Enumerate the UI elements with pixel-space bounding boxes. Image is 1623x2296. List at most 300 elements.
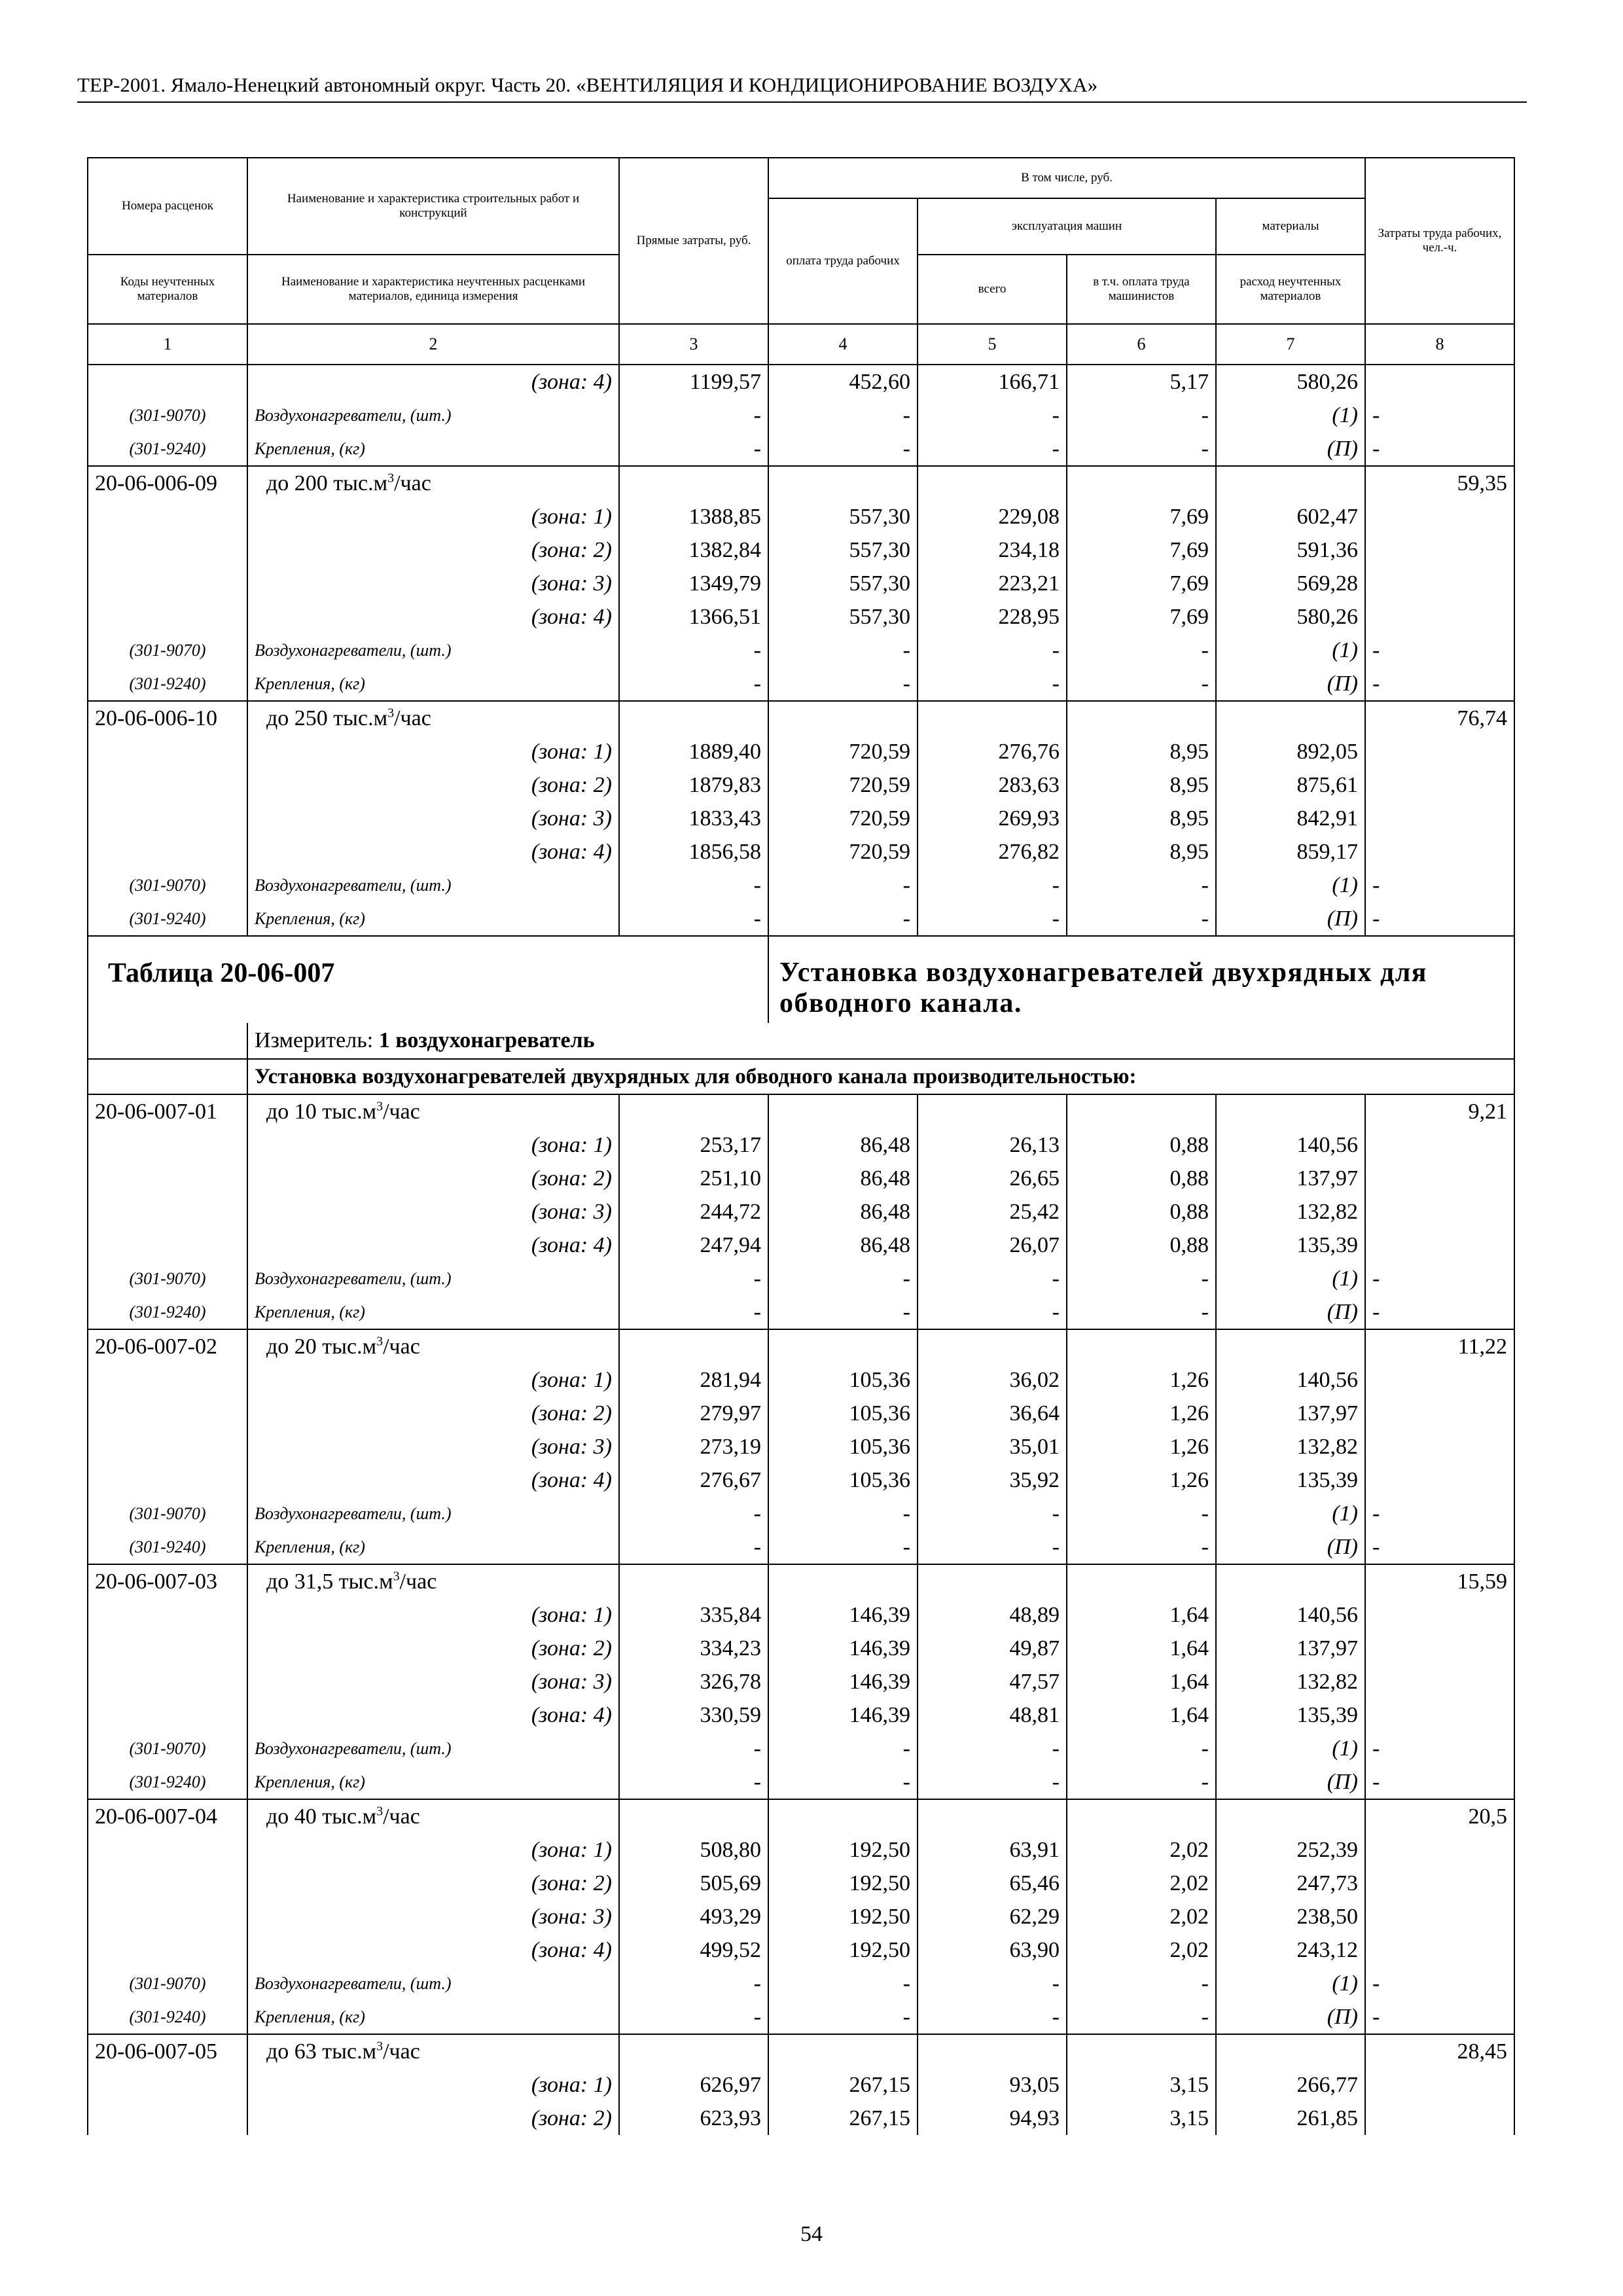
page-number: 54 [800,2222,823,2246]
material-code: (301-9240) [88,902,247,936]
value-cell: 223,21 [918,567,1067,600]
value-cell: 276,67 [619,1463,768,1497]
dash-cell: - [1067,432,1216,466]
rate-description [247,1094,619,1128]
dash-cell: - [619,869,768,902]
zone-row [88,835,1514,869]
empty-cell [768,1799,918,1833]
value-cell: 557,30 [768,600,918,634]
material-row [88,1497,1514,1530]
material-name: Крепления, (кг) [247,2000,619,2034]
empty-cell [768,701,918,735]
header-workers-pay: оплата труда рабочих [768,198,918,324]
material-name: Воздухонагреватели, (шт.) [247,869,619,902]
dash-cell: - [1067,1295,1216,1329]
value-cell: 86,48 [768,1195,918,1229]
value-cell: 281,94 [619,1363,768,1397]
value-cell: 5,17 [1067,365,1216,399]
zone-row [88,1833,1514,1867]
value-cell: 146,39 [768,1632,918,1665]
material-quantity: (П) [1216,667,1365,701]
value-cell: 1388,85 [619,500,768,533]
zone-row [88,1128,1514,1162]
empty-cell [88,802,247,835]
value-cell: 1833,43 [619,802,768,835]
zone-label: (зона: 3) [247,1900,619,1933]
value-cell: 3,15 [1067,2068,1216,2102]
meter-row [88,1023,1514,1059]
column-number: 8 [1365,324,1514,365]
dash-cell: - [1067,1530,1216,1564]
dash-cell: - [918,1530,1067,1564]
superscript-3: 3 [376,2039,383,2054]
material-name: Крепления, (кг) [247,1295,619,1329]
header-machines: эксплуатация машин [918,198,1216,255]
labor-value: 76,74 [1365,701,1514,735]
empty-cell [1365,500,1514,533]
material-name: Воздухонагреватели, (шт.) [247,1967,619,2000]
empty-cell [88,1833,247,1867]
value-cell: 251,10 [619,1162,768,1195]
zone-label: (зона: 3) [247,1665,619,1698]
material-row [88,1732,1514,1765]
zone-label: (зона: 3) [247,1430,619,1463]
value-cell: 0,88 [1067,1128,1216,1162]
empty-cell [1365,600,1514,634]
capacity-text: до 200 тыс.м [266,471,388,495]
empty-cell [1365,1933,1514,1967]
meter-label: Измеритель: [255,1028,374,1053]
value-cell: 65,46 [918,1867,1067,1900]
value-cell: 1,64 [1067,1632,1216,1665]
value-cell: 0,88 [1067,1195,1216,1229]
value-cell: 132,82 [1216,1665,1365,1698]
dash-cell: - [619,1967,768,2000]
zone-row [88,1397,1514,1430]
empty-cell [1365,768,1514,802]
material-quantity: (1) [1216,1497,1365,1530]
material-quantity: (1) [1216,399,1365,432]
empty-cell [918,1094,1067,1128]
zone-label: (зона: 4) [247,1229,619,1262]
dash-cell: - [918,1262,1067,1295]
material-code: (301-9240) [88,667,247,701]
empty-cell [88,835,247,869]
dash-cell: - [619,1530,768,1564]
empty-cell [768,1564,918,1598]
empty-cell [619,1564,768,1598]
dash-cell: - [918,1497,1067,1530]
labor-value: 59,35 [1365,466,1514,500]
dash-cell: - [1067,1262,1216,1295]
labor-value: 9,21 [1365,1094,1514,1128]
value-cell: 1366,51 [619,600,768,634]
dash-cell: - [918,2000,1067,2034]
material-quantity: (П) [1216,1530,1365,1564]
empty-cell [88,1023,247,1059]
zone-label: (зона: 4) [247,600,619,634]
empty-cell [1216,1564,1365,1598]
superscript-3: 3 [376,1804,383,1819]
value-cell: 63,91 [918,1833,1067,1867]
material-name: Воздухонагреватели, (шт.) [247,399,619,432]
value-cell: 35,01 [918,1430,1067,1463]
dash-cell: - [1365,1732,1514,1765]
meter-value: 1 воздухонагреватель [378,1028,595,1053]
unit-text: /час [383,1334,420,1359]
unit-text: /час [394,706,431,730]
empty-cell [768,1094,918,1128]
value-cell: 137,97 [1216,1397,1365,1430]
value-cell: 244,72 [619,1195,768,1229]
table-title-cell [768,936,1514,1023]
zone-label: (зона: 1) [247,500,619,533]
rates-table [87,157,1515,2135]
value-cell: 720,59 [768,735,918,768]
rate-description [247,701,619,735]
material-quantity: (П) [1216,902,1365,936]
zone-label: (зона: 3) [247,802,619,835]
rate-code: 20-06-007-05 [88,2034,247,2068]
value-cell: 326,78 [619,1665,768,1698]
value-cell: 1349,79 [619,567,768,600]
value-cell: 135,39 [1216,1229,1365,1262]
header-material-codes: Коды неучтенных материалов [88,255,247,324]
value-cell: 626,97 [619,2068,768,2102]
rate-row [88,1329,1514,1363]
rate-code: 20-06-007-02 [88,1329,247,1363]
superscript-3: 3 [387,706,395,721]
value-cell: 1889,40 [619,735,768,768]
value-cell: 499,52 [619,1933,768,1967]
empty-cell [619,1094,768,1128]
value-cell: 105,36 [768,1363,918,1397]
dash-cell: - [768,399,918,432]
empty-cell [1365,2068,1514,2102]
zone-row [88,1598,1514,1632]
value-cell: 2,02 [1067,1867,1216,1900]
material-quantity: (1) [1216,1732,1365,1765]
value-cell: 266,77 [1216,2068,1365,2102]
dash-cell: - [1067,902,1216,936]
header-labor-costs: Затраты труда рабочих, чел.-ч. [1365,158,1514,324]
empty-cell [88,2068,247,2102]
zone-row [88,365,1514,399]
value-cell: 1,64 [1067,1665,1216,1698]
labor-value: 15,59 [1365,1564,1514,1598]
dash-cell: - [619,1765,768,1799]
value-cell: 8,95 [1067,802,1216,835]
zone-label: (зона: 1) [247,735,619,768]
value-cell: 1879,83 [619,768,768,802]
empty-cell [619,466,768,500]
value-cell: 36,64 [918,1397,1067,1430]
column-number: 6 [1067,324,1216,365]
value-cell: 720,59 [768,768,918,802]
value-cell: 859,17 [1216,835,1365,869]
zone-row [88,735,1514,768]
value-cell: 623,93 [619,2102,768,2135]
value-cell: 140,56 [1216,1363,1365,1397]
value-cell: 137,97 [1216,1162,1365,1195]
empty-cell [88,1900,247,1933]
dash-cell: - [918,432,1067,466]
value-cell: 47,57 [918,1665,1067,1698]
rate-row [88,701,1514,735]
value-cell: 276,82 [918,835,1067,869]
empty-cell [88,735,247,768]
empty-cell [88,1463,247,1497]
value-cell: 276,76 [918,735,1067,768]
value-cell: 247,73 [1216,1867,1365,1900]
zone-row [88,2102,1514,2135]
empty-cell [1365,835,1514,869]
value-cell: 7,69 [1067,533,1216,567]
empty-cell [918,2034,1067,2068]
rate-code: 20-06-007-03 [88,1564,247,1598]
zone-label: (зона: 4) [247,835,619,869]
zone-label: (зона: 1) [247,1128,619,1162]
dash-cell: - [619,902,768,936]
dash-cell: - [918,1765,1067,1799]
empty-cell [88,567,247,600]
value-cell: 132,82 [1216,1195,1365,1229]
value-cell: 25,42 [918,1195,1067,1229]
unit-text: /час [399,1569,437,1594]
zone-label: (зона: 2) [247,1632,619,1665]
dash-cell: - [918,1295,1067,1329]
value-cell: 192,50 [768,1867,918,1900]
empty-cell [1365,2102,1514,2135]
value-cell: 105,36 [768,1430,918,1463]
empty-cell [1216,2034,1365,2068]
dash-cell: - [768,634,918,667]
value-cell: 7,69 [1067,567,1216,600]
value-cell: 1,26 [1067,1430,1216,1463]
value-cell: 8,95 [1067,835,1216,869]
zone-label: (зона: 1) [247,2068,619,2102]
value-cell: 720,59 [768,835,918,869]
dash-cell: - [1365,1765,1514,1799]
value-cell: 35,92 [918,1463,1067,1497]
dash-cell: - [918,399,1067,432]
dash-cell: - [1365,399,1514,432]
value-cell: 557,30 [768,533,918,567]
zone-row [88,533,1514,567]
value-cell: 26,07 [918,1229,1067,1262]
zone-label: (зона: 2) [247,2102,619,2135]
material-quantity: (П) [1216,1765,1365,1799]
empty-cell [619,2034,768,2068]
value-cell: 580,26 [1216,600,1365,634]
material-row [88,432,1514,466]
value-cell: 105,36 [768,1463,918,1497]
section-heading: Установка воздухонагревателей двухрядных для обводного канала производительностью: [247,1059,1514,1094]
empty-cell [918,701,1067,735]
value-cell: 228,95 [918,600,1067,634]
capacity-text: до 40 тыс.м [266,1804,377,1829]
rate-row [88,1799,1514,1833]
dash-cell: - [619,1497,768,1530]
material-row [88,869,1514,902]
value-cell: 842,91 [1216,802,1365,835]
empty-cell [88,1363,247,1397]
empty-cell [88,1632,247,1665]
value-cell: 1,26 [1067,1463,1216,1497]
value-cell: 93,05 [918,2068,1067,2102]
labor-value: 11,22 [1365,1329,1514,1363]
unit-text: /час [383,1099,420,1124]
value-cell: 1199,57 [619,365,768,399]
material-code: (301-9240) [88,1295,247,1329]
superscript-3: 3 [393,1569,400,1584]
material-code: (301-9070) [88,399,247,432]
dash-cell: - [1365,1295,1514,1329]
zone-label: (зона: 4) [247,1698,619,1732]
dash-cell: - [918,1967,1067,2000]
rate-code: 20-06-007-01 [88,1094,247,1128]
empty-cell [1216,701,1365,735]
meter-cell [247,1023,1514,1059]
table-title-row [88,936,1514,1023]
dash-cell: - [768,667,918,701]
zone-row [88,1698,1514,1732]
superscript-3: 3 [376,1334,383,1349]
header-machines-total: всего [918,255,1067,324]
rate-code: 20-06-006-10 [88,701,247,735]
value-cell: 2,02 [1067,1900,1216,1933]
empty-cell [1216,466,1365,500]
empty-cell [619,701,768,735]
zone-row [88,1430,1514,1463]
value-cell: 2,02 [1067,1833,1216,1867]
material-quantity: (П) [1216,2000,1365,2034]
empty-cell [1365,1632,1514,1665]
value-cell: 279,97 [619,1397,768,1430]
value-cell: 192,50 [768,1900,918,1933]
column-number: 4 [768,324,918,365]
rate-description [247,1564,619,1598]
value-cell: 602,47 [1216,500,1365,533]
running-head: ТЕР-2001. Ямало-Ненецкий автономный округ. Часть 20. «ВЕНТИЛЯЦИЯ И КОНДИЦИОНИРОВАНИЕ ВОЗДУХА» [77,73,1527,103]
dash-cell: - [619,634,768,667]
dash-cell: - [1067,1497,1216,1530]
rate-description [247,1329,619,1363]
material-name: Воздухонагреватели, (шт.) [247,634,619,667]
zone-row [88,1900,1514,1933]
dash-cell: - [1365,902,1514,936]
empty-cell [88,1430,247,1463]
dash-cell: - [918,902,1067,936]
value-cell: 330,59 [619,1698,768,1732]
value-cell: 557,30 [768,500,918,533]
empty-cell [1365,802,1514,835]
empty-cell [1365,1463,1514,1497]
value-cell: 335,84 [619,1598,768,1632]
column-number: 3 [619,324,768,365]
empty-cell [88,1162,247,1195]
empty-cell [1365,1128,1514,1162]
value-cell: 86,48 [768,1162,918,1195]
zone-label: (зона: 4) [247,1463,619,1497]
dash-cell: - [1067,1967,1216,2000]
zone-label: (зона: 2) [247,768,619,802]
empty-cell [1365,1900,1514,1933]
value-cell: 557,30 [768,567,918,600]
table-title: Установка воздухонагревателей двухрядных для обводного канала. [779,958,1428,1019]
value-cell: 63,90 [918,1933,1067,1967]
empty-cell [1365,1195,1514,1229]
empty-cell [88,1698,247,1732]
dash-cell: - [918,1732,1067,1765]
dash-cell: - [619,667,768,701]
empty-cell [1365,1430,1514,1463]
rate-row [88,2034,1514,2068]
material-row [88,1967,1514,2000]
zone-row [88,802,1514,835]
dash-cell: - [619,1262,768,1295]
zone-row [88,1933,1514,1967]
empty-cell [1365,735,1514,768]
dash-cell: - [1067,869,1216,902]
dash-cell: - [1365,1262,1514,1295]
value-cell: 261,85 [1216,2102,1365,2135]
value-cell: 569,28 [1216,567,1365,600]
dash-cell: - [768,1262,918,1295]
material-quantity: (П) [1216,432,1365,466]
unit-text: /час [383,1804,420,1829]
material-quantity: (1) [1216,1967,1365,2000]
value-cell: 137,97 [1216,1632,1365,1665]
empty-cell [88,533,247,567]
dash-cell: - [768,1765,918,1799]
dash-cell: - [1067,399,1216,432]
value-cell: 105,36 [768,1397,918,1430]
value-cell: 247,94 [619,1229,768,1262]
value-cell: 140,56 [1216,1128,1365,1162]
material-row [88,667,1514,701]
material-row [88,1295,1514,1329]
empty-cell [1365,1867,1514,1900]
value-cell: 1,64 [1067,1698,1216,1732]
value-cell: 8,95 [1067,735,1216,768]
header-including: В том числе, руб. [768,158,1365,198]
empty-cell [918,1564,1067,1598]
empty-cell [619,1799,768,1833]
material-code: (301-9240) [88,2000,247,2034]
empty-cell [1365,1397,1514,1430]
value-cell: 86,48 [768,1128,918,1162]
rate-description [247,466,619,500]
rate-row [88,466,1514,500]
material-code: (301-9070) [88,1262,247,1295]
zone-label: (зона: 2) [247,1397,619,1430]
header-material-names: Наименование и характеристика неучтенных расценками материалов, единица измерения [247,255,619,324]
empty-cell [88,1195,247,1229]
material-row [88,902,1514,936]
value-cell: 238,50 [1216,1900,1365,1933]
empty-cell [768,2034,918,2068]
value-cell: 7,69 [1067,600,1216,634]
value-cell: 505,69 [619,1867,768,1900]
capacity-text: до 250 тыс.м [266,706,388,730]
empty-cell [1216,1799,1365,1833]
dash-cell: - [918,667,1067,701]
empty-cell [1365,1162,1514,1195]
dash-cell: - [768,1530,918,1564]
dash-cell: - [1365,869,1514,902]
material-row [88,399,1514,432]
